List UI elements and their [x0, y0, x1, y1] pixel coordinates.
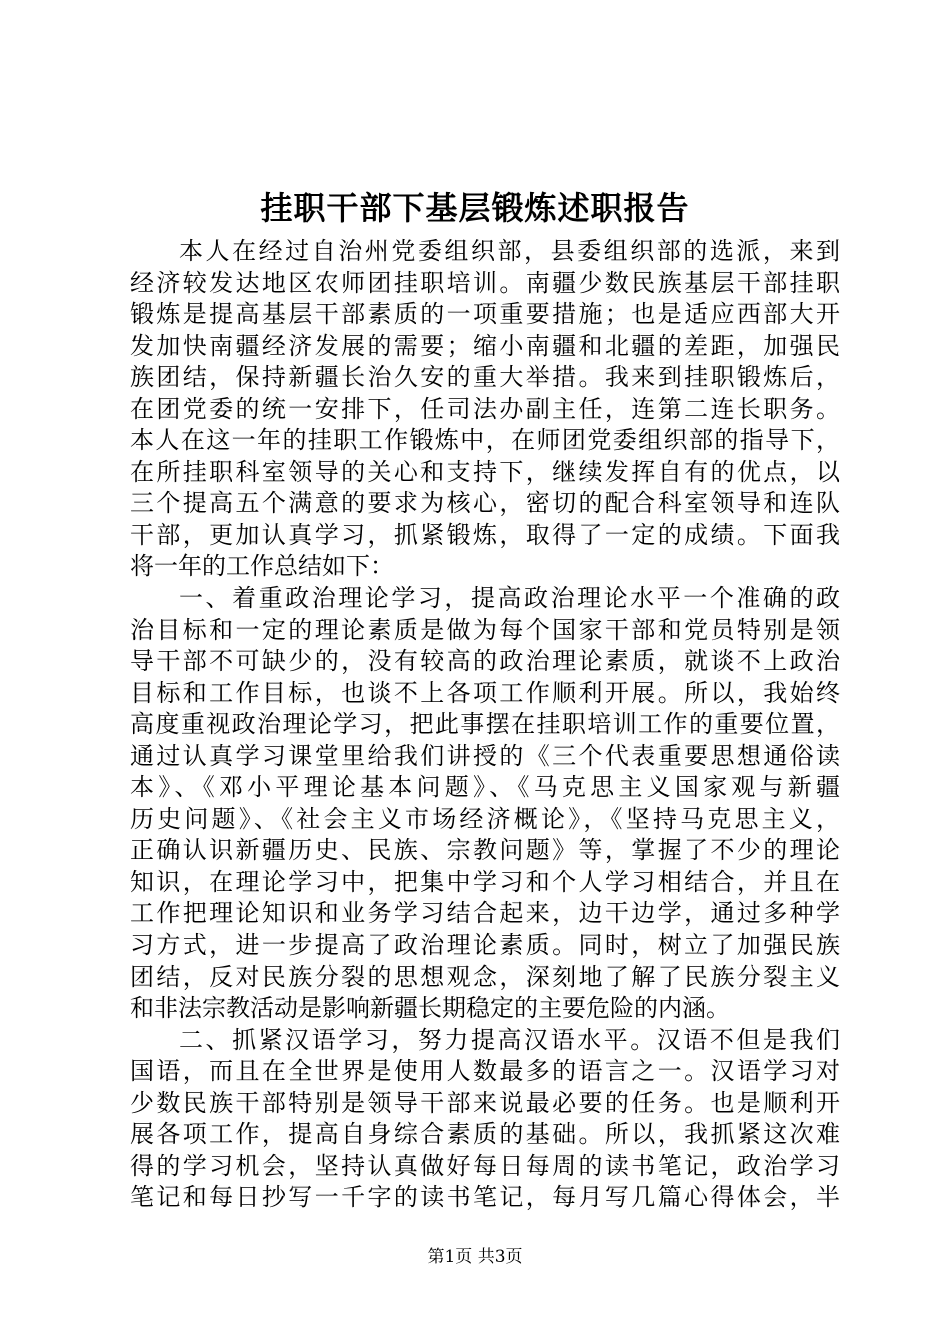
text-line: 和非法宗教活动是影响新疆长期稳定的主要危险的内涵。 — [130, 994, 730, 1023]
text-line: 工作把理论知识和业务学习结合起来，边干边学，通过多种学 — [130, 899, 840, 928]
text-line: 二、抓紧汉语学习，努力提高汉语水平。汉语不但是我们 — [179, 1025, 840, 1054]
text-line: 展各项工作，提高自身综合素质的基础。所以，我抓紧这次难 — [130, 1120, 840, 1149]
text-line: 在团党委的统一安排下，任司法办副主任，连第二连长职务。 — [130, 394, 840, 423]
text-line: 干部，更加认真学习，抓紧锻炼，取得了一定的成绩。下面我 — [130, 520, 840, 549]
document-title: 挂职干部下基层锻炼述职报告 — [260, 189, 690, 227]
text-line: 治目标和一定的理论素质是做为每个国家干部和党员特别是领 — [130, 615, 840, 644]
text-line: 本》、《邓小平理论基本问题》、《马克思主义国家观与新疆 — [130, 773, 840, 802]
text-line: 国语，而且在全世界是使用人数最多的语言之一。汉语学习对 — [130, 1057, 840, 1086]
text-line: 得的学习机会，坚持认真做好每日每周的读书笔记，政治学习 — [130, 1151, 840, 1180]
text-line: 导干部不可缺少的，没有较高的政治理论素质，就谈不上政治 — [130, 647, 840, 676]
text-line: 族团结，保持新疆长治久安的重大举措。我来到挂职锻炼后， — [130, 363, 840, 392]
text-line: 经济较发达地区农师团挂职培训。南疆少数民族基层干部挂职 — [130, 268, 840, 297]
text-line: 本人在经过自治州党委组织部，县委组织部的选派，来到 — [179, 237, 840, 265]
text-line: 高度重视政治理论学习，把此事摆在挂职培训工作的重要位置， — [130, 710, 840, 739]
text-line: 在所挂职科室领导的关心和支持下，继续发挥自有的优点，以 — [130, 457, 840, 486]
text-line: 三个提高五个满意的要求为核心，密切的配合科室领导和连队 — [130, 489, 840, 518]
text-line: 锻炼是提高基层干部素质的一项重要措施；也是适应西部大开 — [130, 300, 840, 329]
page-indicator: 第1页 共3页 — [427, 1247, 523, 1267]
text-line: 一、着重政治理论学习，提高政治理论水平一个准确的政 — [179, 584, 840, 613]
text-line: 知识，在理论学习中，把集中学习和个人学习相结合，并且在 — [130, 867, 840, 896]
text-line: 少数民族干部特别是领导干部来说最必要的任务。也是顺利开 — [130, 1088, 840, 1117]
text-line: 将一年的工作总结如下： — [130, 552, 394, 581]
text-line: 发加快南疆经济发展的需要；缩小南疆和北疆的差距，加强民 — [130, 331, 840, 360]
text-line: 笔记和每日抄写一千字的读书笔记，每月写几篇心得体会，半 — [130, 1183, 840, 1212]
text-line: 历史问题》、《社会主义市场经济概论》，《坚持马克思主义， — [130, 804, 840, 833]
text-line: 团结，反对民族分裂的思想观念，深刻地了解了民族分裂主义 — [130, 962, 840, 991]
document-body — [130, 236, 840, 1214]
text-line: 通过认真学习课堂里给我们讲授的《三个代表重要思想通俗读 — [130, 741, 840, 770]
text-line: 正确认识新疆历史、民族、宗教问题》等，掌握了不少的理论 — [130, 836, 840, 865]
text-line: 习方式，进一步提高了政治理论素质。同时，树立了加强民族 — [130, 931, 840, 960]
text-line: 目标和工作目标，也谈不上各项工作顺利开展。所以，我始终 — [130, 678, 840, 707]
text-line: 本人在这一年的挂职工作锻炼中，在师团党委组织部的指导下， — [130, 426, 840, 455]
